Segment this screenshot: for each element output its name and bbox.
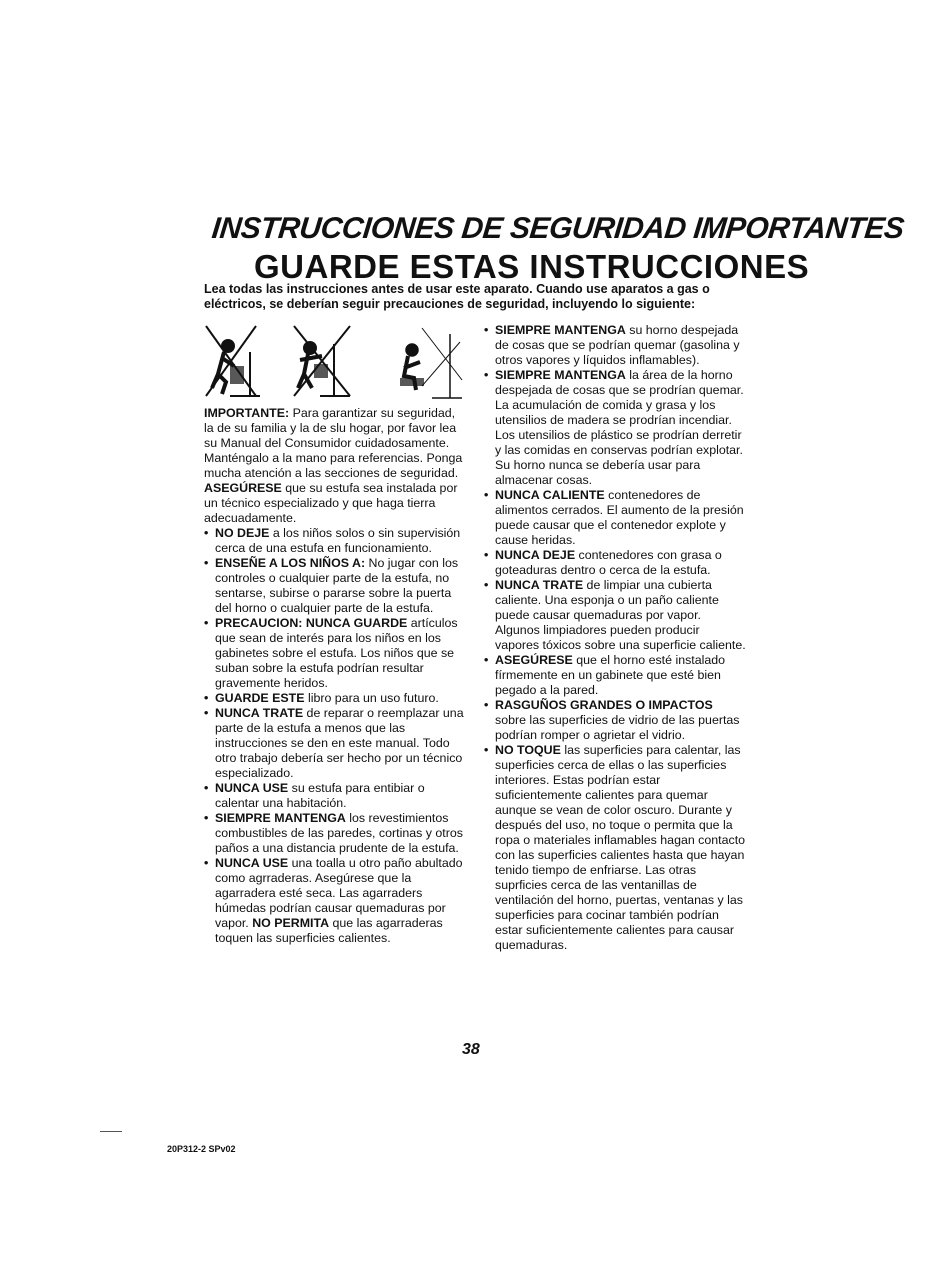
list-item <box>204 616 466 691</box>
list-item <box>484 323 746 368</box>
list-item <box>484 548 746 578</box>
warning-illustrations <box>200 322 465 402</box>
item-text: de reparar o reemplazar una parte de la estufa a menos que las instrucciones se den en este manual. Todo otro trabajo debería ser hecho por un técnico especializado. <box>215 706 464 780</box>
item-text: los revestimientos combustibles de las paredes, cortinas y otros paños a una distancia prudente de la estufa. <box>215 811 463 855</box>
page-number: 38 <box>462 1041 480 1058</box>
list-item <box>204 556 466 616</box>
item-label: NUNCA USE <box>215 781 289 795</box>
item-text: las superficies para calentar, las superficies cerca de ellas o las superficies interiores. Estas podrían estar suficientemente calientes para quemar aunque se vean de color oscuro. Durante y después del uso, no toque o permita que la ropa o materiales inflamables hagan contacto con las superficies calientes hasta que hayan tenido tiempo de enfriarse. Las otras suprficies cerca de las ventanillas de ventilación del horno, puertas, ventanas y las superficies para cocinar también podrían estar suficientemente calientes para causar quemaduras. <box>495 743 746 952</box>
left-bullet-list <box>204 526 466 946</box>
item-label: NO DEJE <box>215 526 270 540</box>
intro-text: Lea todas las instrucciones antes de usar este aparato. Cuando use aparatos a gas o eléctricos, se deberían seguir precauciones de seguridad, incluyendo lo siguiente: <box>204 282 710 311</box>
right-column <box>484 323 746 953</box>
list-item <box>484 488 746 548</box>
list-item <box>204 691 466 706</box>
page-title: INSTRUCCIONES DE SEGURIDAD IMPORTANTES <box>210 212 906 245</box>
item-label: ASEGÚRESE <box>495 653 573 667</box>
item-text: de limpiar una cubierta caliente. Una esponja o un paño caliente puede causar quemaduras por vapor. Algunos limpiadores pueden producir vapores tóxicos sobre una superficie caliente. <box>495 578 746 652</box>
item-label: SIEMPRE MANTENGA <box>495 323 626 337</box>
item-text: la área de la horno despejada de cosas que se prodrían quemar. La acumulación de comida y grasa y los utensilios de madera se prodrían incendiar. Los utensilios de plástico se prodrían derretir y las comidas en conservas podrían explotar. Su horno nunca se debería usar para almacenar cosas. <box>495 368 744 487</box>
asegurese-text: que su estufa sea instalada por un técnico especializado y que haga tierra adecuadamente. <box>204 481 458 525</box>
item-label: NUNCA DEJE <box>495 548 576 562</box>
item-text: su estufa para entibiar o calentar una habitación. <box>215 781 425 810</box>
item-text: una toalla u otro paño abultado como agrraderas. Asegúrese que la agarradera esté seca. Las agarraders húmedas podrían causar quemaduras por vapor. <box>215 856 463 930</box>
left-column <box>204 406 466 946</box>
item-text: que el horno esté instalado fírmemente en un gabinete que esté bien pegado a la pared. <box>495 653 726 697</box>
item-label: NUNCA USE <box>215 856 289 870</box>
item-label: RASGUÑOS GRANDES O IMPACTOS <box>495 698 713 712</box>
list-item <box>204 526 466 556</box>
list-item <box>204 781 466 811</box>
item-label: NUNCA CALIENTE <box>495 488 605 502</box>
item-label: NUNCA TRATE <box>215 706 304 720</box>
item-label: GUARDE ESTE <box>215 691 305 705</box>
list-item <box>484 698 746 743</box>
page-subtitle: GUARDE ESTAS INSTRUCCIONES <box>254 248 810 285</box>
right-bullet-list <box>484 323 746 953</box>
item-text-2: que las agarraderas toquen las superficies calientes. <box>215 916 443 945</box>
item-label: ENSEÑE A LOS NIÑOS A: <box>215 556 366 570</box>
list-item <box>204 706 466 781</box>
item-label-2: NO PERMITA <box>252 916 330 930</box>
list-item <box>484 578 746 653</box>
item-label: PRECAUCION: NUNCA GUARDE <box>215 616 408 630</box>
list-item <box>204 811 466 856</box>
list-item <box>484 743 746 953</box>
item-text: a los niños solos o sin supervisión cerca de una estufa en funcionamiento. <box>215 526 461 555</box>
importante-paragraph <box>204 406 466 481</box>
item-text: sobre las superficies de vidrio de las puertas podrían romper o agrietar el vidrio. <box>495 713 740 742</box>
item-text: contenedores de alimentos cerrados. El aumento de la presión puede causar que el contenedor explote y cause heridas. <box>495 488 744 547</box>
item-label: NUNCA TRATE <box>495 578 584 592</box>
asegurese-label: ASEGÚRESE <box>204 481 282 495</box>
item-text: artículos que sean de interés para los niños en los gabinetes sobre el estufa. Los niños que se suban sobre la estufa podrían resultar gravemente heridos. <box>215 616 458 690</box>
asegurese-paragraph <box>204 481 466 526</box>
item-text: su horno despejada de cosas que se podrían quemar (gasolina y otros vapores y líquidos inflamables). <box>495 323 740 367</box>
item-label: NO TOQUE <box>495 743 561 757</box>
list-item <box>484 368 746 488</box>
item-text: No jugar con los controles o cualquier parte de la estufa, no sentarse, subirse o pararse sobre la puerta del horno o cualquier parte de la estufa. <box>215 556 459 615</box>
importante-text: Para garantizar su seguridad, la de su familia y la de slu hogar, por favor lea su Manual del Consumidor cuidadosamente. Manténgalo a la mano para referencias. Ponga mucha atención a las secciones de seguridad. <box>204 406 463 480</box>
item-label: SIEMPRE MANTENGA <box>495 368 626 382</box>
child-climbing-prohibited-icon <box>206 326 260 396</box>
divider <box>100 1131 122 1132</box>
list-item <box>204 856 466 946</box>
child-sitting-on-door-icon <box>400 328 462 398</box>
list-item <box>484 653 746 698</box>
item-text: libro para un uso futuro. <box>304 691 439 705</box>
item-text: contenedores con grasa o goteaduras dentro o cerca de la estufa. <box>495 548 722 577</box>
item-label: SIEMPRE MANTENGA <box>215 811 346 825</box>
importante-label: IMPORTANTE: <box>204 406 290 420</box>
child-on-door-prohibited-icon <box>294 326 350 396</box>
document-code: 20P312-2 SPv02 <box>167 1144 236 1154</box>
